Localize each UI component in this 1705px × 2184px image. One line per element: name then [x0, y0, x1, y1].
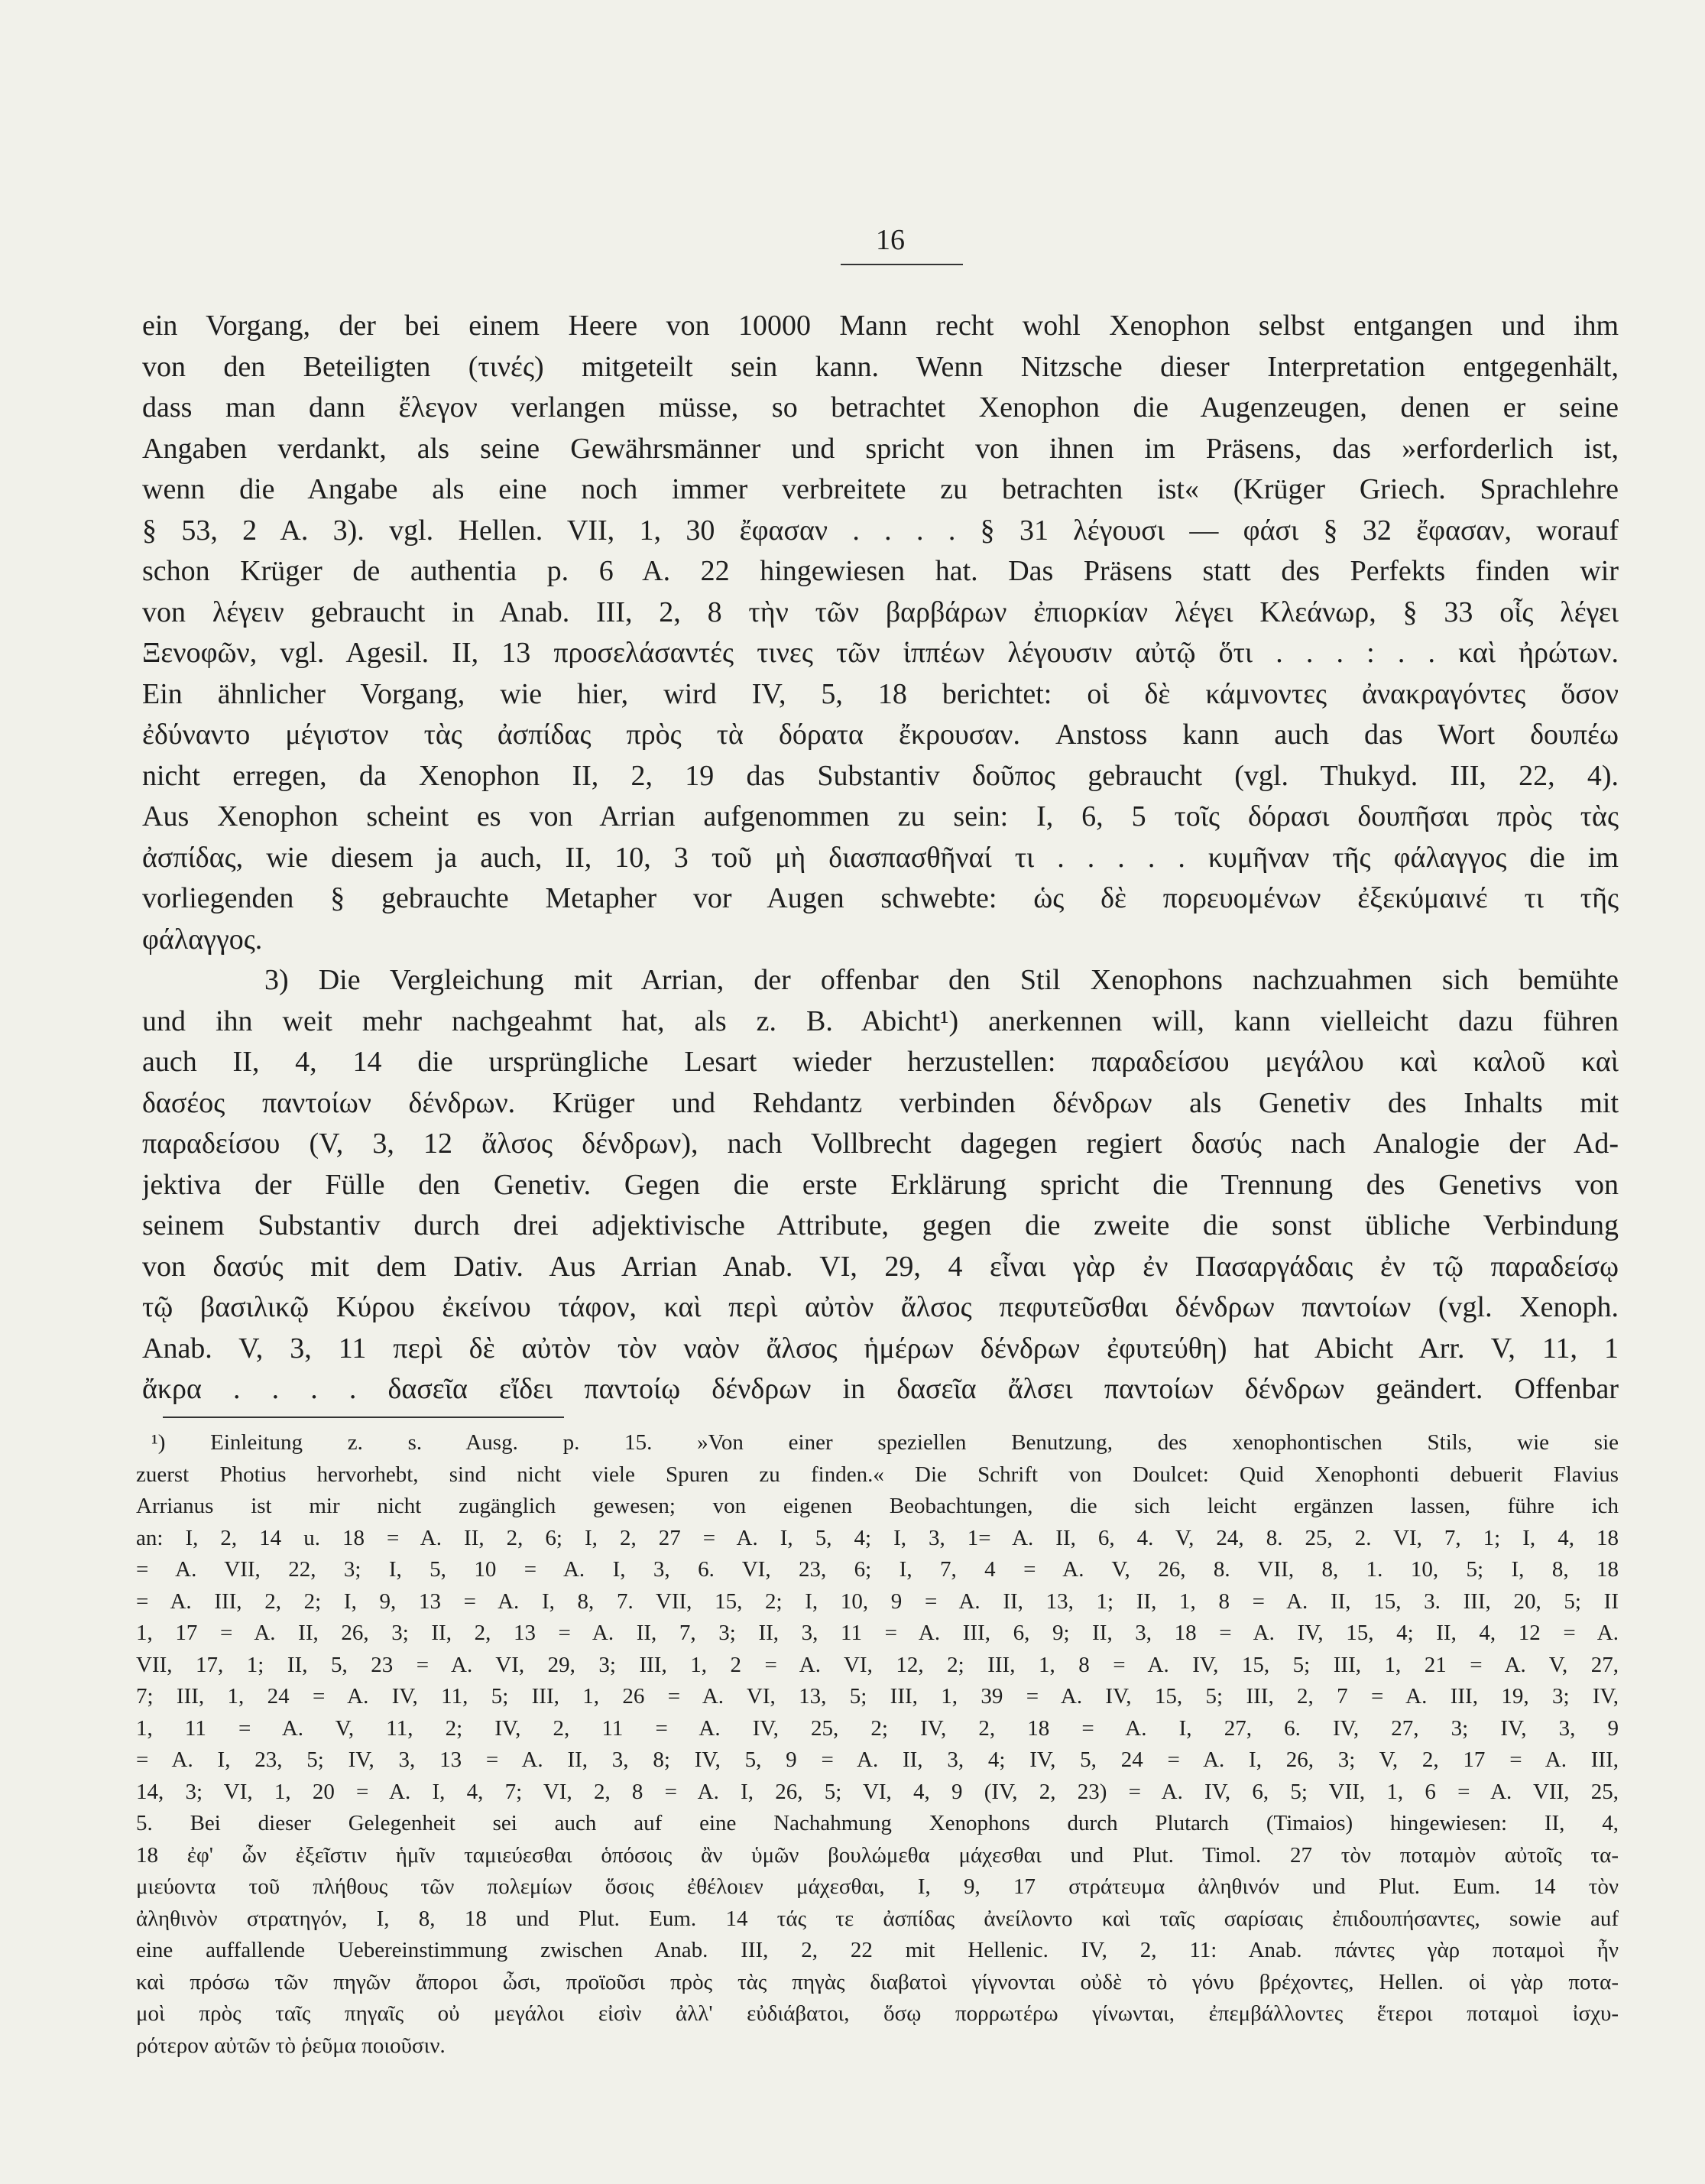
text-line: Anab. V, 3, 11 περὶ δὲ αὐτὸν τὸν ναὸν ἄλσος ἡμέρων δένδρων ἐφυτεύθη) hat Abicht Arr. V, 11, 1 [142, 1332, 1619, 1365]
footnote-line: 5. Bei dieser Gelegenheit sei auch auf eine Nachahmung Xenophons durch Plutarch (Timaios) hingewiesen: II, 4, [136, 1811, 1619, 1835]
footnote-line: 18 ἐφ' ὧν ἐξεῖστιν ἡμῖν ταμιεύεσθαι ὁπόσοις ἂν ὑμῶν βουλώμεθα μάχεσθαι und Plut. Timol. 27 τὸν ποταμὸν αὐτοῖς τα- [136, 1842, 1619, 1868]
page-number: 16 [876, 224, 905, 256]
footnote-line: ἀληθινὸν στρατηγόν, I, 8, 18 und Plut. Eum. 14 τάς τε ἀσπίδας ἀνείλοντο καὶ ταῖς σαρίσαις ἐπιδουπήσαντες, sowie auf [136, 1906, 1619, 1931]
text-line: vorliegenden § gebrauchte Metapher vor Augen schwebte: ὡς δὲ πορευομένων ἐξεκύμαινέ τι τῆς [142, 882, 1619, 914]
footnote-line: = A. III, 2, 2; I, 9, 13 = A. I, 8, 7. VII, 15, 2; I, 10, 9 = A. II, 13, 1; II, 1, 8 = A. II, 15, 3. III, 20, 5; II [136, 1589, 1619, 1614]
footnote-line: VII, 17, 1; II, 5, 23 = A. VI, 29, 3; III, 1, 2 = A. VI, 12, 2; III, 1, 8 = A. IV, 15, 5; III, 1, 21 = A. V, 27, [136, 1652, 1619, 1677]
footnote-line: = A. VII, 22, 3; I, 5, 10 = A. I, 3, 6. VI, 23, 6; I, 7, 4 = A. V, 26, 8. VII, 8, 1. 10, 5; I, 8, 18 [136, 1557, 1619, 1582]
footnote-rule [163, 1417, 564, 1418]
text-line: δασέος παντοίων δένδρων. Krüger und Rehdantz verbinden δένδρων als Genetiv des Inhalts mit [142, 1086, 1619, 1119]
footnote-line: 7; III, 1, 24 = A. IV, 11, 5; III, 1, 26 = A. VI, 13, 5; III, 1, 39 = A. IV, 15, 5; III, 2, 7 = A. III, 19, 3; IV, [136, 1684, 1619, 1709]
text-line: τῷ βασιλικῷ Κύρου ἐκείνου τάφον, καὶ περὶ αὐτὸν ἄλσος πεφυτεῦσθαι δένδρων παντοίων (vgl. Xenoph. [142, 1291, 1619, 1323]
text-line: von δασύς mit dem Dativ. Aus Arrian Anab. VI, 29, 4 εἶναι γὰρ ἐν Πασαργάδαις ἐν τῷ παραδείσῳ [142, 1250, 1619, 1283]
text-line: dass man dann ἔλεγον verlangen müsse, so betrachtet Xenophon die Augenzeugen, denen er seine [142, 391, 1619, 423]
text-line: Ξενοφῶν, vgl. Agesil. II, 13 προσελάσαντές τινες τῶν ἱππέων λέγουσιν αὐτῷ ὅτι . . . : . . καὶ ἠρώτων. [142, 637, 1619, 669]
text-line: Ein ähnlicher Vorgang, wie hier, wird IV, 5, 18 berichtet: οἱ δὲ κάμνοντες ἀνακραγόντες ὅσον [142, 677, 1619, 710]
text-line: ἐδύναντο μέγιστον τὰς ἀσπίδας πρὸς τὰ δόρατα ἔκρουσαν. Anstoss kann auch das Wort δουπέω [142, 719, 1619, 751]
text-line: schon Krüger de authentia p. 6 A. 22 hingewiesen hat. Das Präsens statt des Perfekts finden wir [142, 555, 1619, 587]
text-line: von den Beteiligten (τινές) mitgeteilt sein kann. Wenn Nitzsche dieser Interpretation entgegenhält, [142, 350, 1619, 383]
text-line: φάλαγγος. [142, 923, 263, 956]
main-text [142, 306, 1619, 1410]
text-line: wenn die Angabe als eine noch immer verbreitete zu betrachten ist« (Krüger Griech. Sprachlehre [142, 473, 1619, 505]
footnote-line: = A. I, 23, 5; IV, 3, 13 = A. II, 3, 8; IV, 5, 9 = A. II, 3, 4; IV, 5, 24 = A. I, 26, 3; V, 2, 17 = A. III, [136, 1748, 1619, 1772]
text-line: § 53, 2 A. 3). vgl. Hellen. VII, 1, 30 ἔφασαν . . . . § 31 λέγουσι — φάσι § 32 ἔφασαν, worauf [142, 514, 1619, 547]
text-line: jektiva der Fülle den Genetiv. Gegen die erste Erklärung spricht die Trennung des Genetivs von [142, 1168, 1619, 1201]
footnote-line: ¹) Einleitung z. s. Ausg. p. 15. »Von einer speziellen Benutzung, des xenophontischen Stils, wie sie [151, 1430, 1619, 1455]
footnote-line: Arrianus ist mir nicht zugänglich gewesen; von eigenen Beobachtungen, die sich leicht ergänzen lassen, führe ich [136, 1494, 1619, 1518]
footnote-line: 1, 17 = A. II, 26, 3; II, 2, 13 = A. II, 7, 3; II, 3, 11 = A. III, 6, 9; II, 3, 18 = A. IV, 15, 4; II, 4, 12 = A. [136, 1621, 1619, 1645]
text-line: von λέγειν gebraucht in Anab. III, 2, 8 τὴν τῶν βαρβάρων ἐπιορκίαν λέγει Κλεάνωρ, § 33 οἷς λέγει [142, 595, 1619, 628]
text-line: παραδείσου (V, 3, 12 ἄλσος δένδρων), nach Vollbrecht dagegen regiert δασύς nach Analogie der Ad- [142, 1128, 1619, 1160]
footnote-line: 14, 3; VI, 1, 20 = A. I, 4, 7; VI, 2, 8 = A. I, 26, 5; VI, 4, 9 (IV, 2, 23) = A. IV, 6, 5; VII, 1, 6 = A. VII, 25, [136, 1779, 1619, 1804]
footnote-line: zuerst Photius hervorhebt, sind nicht viele Spuren zu finden.« Die Schrift von Doulcet: Quid Xenophonti debuerit Flavius [136, 1462, 1619, 1487]
text-line: Aus Xenophon scheint es von Arrian aufgenommen zu sein: I, 6, 5 τοῖς δόρασι δουπῆσαι πρὸς τὰς [142, 800, 1619, 832]
text-line: und ihn weit mehr nachgeahmt hat, als z. B. Abicht¹) anerkennen will, kann vielleicht dazu führen [142, 1004, 1619, 1037]
text-line: seinem Substantiv durch drei adjektivische Attribute, gegen die zweite die sonst übliche Verbindung [142, 1209, 1619, 1241]
text-line: nicht erregen, da Xenophon II, 2, 19 das Substantiv δοῦπος gebraucht (vgl. Thukyd. III, 22, 4). [142, 759, 1619, 792]
text-line: auch II, 4, 14 die ursprüngliche Lesart wieder herzustellen: παραδείσου μεγάλου καὶ καλοῦ καὶ [142, 1046, 1619, 1078]
text-line: ἀσπίδας, wie diesem ja auch, II, 10, 3 τοῦ μὴ διασπασθῆναί τι . . . . . κυμῆναν τῆς φάλαγγος die im [142, 841, 1619, 874]
footnote-line: μοὶ πρὸς ταῖς πηγαῖς οὐ μεγάλοι εἰσὶν ἀλλ' εὐδιάβατοι, ὅσῳ πορρωτέρω γίνωνται, ἐπεμβάλλοντες ἕτεροι ποταμοὶ ἰσχυ- [136, 2001, 1619, 2026]
footnote-line: ρότερον αὐτῶν τὸ ῥεῦμα ποιοῦσιν. [136, 2033, 446, 2058]
text-line: Angaben verdankt, als seine Gewährsmänner und spricht von ihnen im Präsens, das »erforderlich ist, [142, 432, 1619, 465]
footnote-line: 1, 11 = A. V, 11, 2; IV, 2, 11 = A. IV, 25, 2; IV, 2, 18 = A. I, 27, 6. IV, 27, 3; IV, 3, 9 [136, 1715, 1619, 1741]
footnote-line: καὶ πρόσω τῶν πηγῶν ἄποροι ὦσι, προϊοῦσι πρὸς τὰς πηγὰς διαβατοὶ γίγνονται οὐδὲ τὸ γόνυ βρέχοντες, Hellen. οἱ γὰρ ποτα- [136, 1969, 1619, 1994]
header-rule [841, 264, 963, 265]
text-line: ein Vorgang, der bei einem Heere von 10000 Mann recht wohl Xenophon selbst entgangen und ihm [142, 310, 1619, 342]
footnote-line: eine auffallende Uebereinstimmung zwischen Anab. III, 2, 22 mit Hellenic. IV, 2, 11: Anab. πάντες γὰρ ποταμοὶ ἦν [136, 1938, 1619, 1962]
footnote-line: μιεύοντα τοῦ πλήθους τῶν πολεμίων ὅσοις ἐθέλοιεν μάχεσθαι, I, 9, 17 στράτευμα ἀληθινόν und Plut. Eum. 14 τὸν [136, 1874, 1619, 1899]
paragraph-start-line: 3) Die Vergleichung mit Arrian, der offenbar den Stil Xenophons nachzuahmen sich bemühte [264, 964, 1619, 996]
footnote-line: an: I, 2, 14 u. 18 = A. II, 2, 6; I, 2, 27 = A. I, 5, 4; I, 3, 1= A. II, 6, 4. V, 24, 8. 25, 2. VI, 7, 1; I, 4, 18 [136, 1525, 1619, 1550]
text-line: ἄκρα . . . . δασεῖα εἴδει παντοίῳ δένδρων in δασεῖα ἄλσει παντοίων δένδρων geändert. Offenbar [142, 1373, 1619, 1405]
footnote [136, 1427, 1619, 2062]
